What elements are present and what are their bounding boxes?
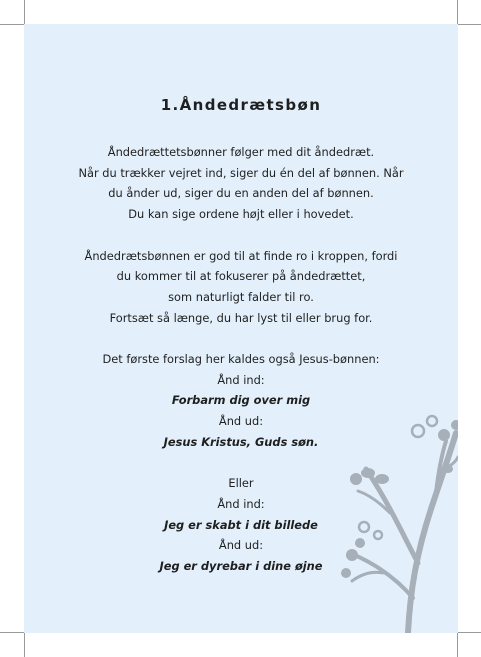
- paragraph-line: som naturligt falder til ro.: [168, 289, 314, 304]
- inhale-prayer-text: Forbarm dig over mig: [171, 393, 311, 408]
- prayer-intro: Eller: [228, 476, 254, 491]
- inhale-label: Ånd ind:: [217, 496, 265, 511]
- crop-mark: [457, 0, 458, 26]
- exhale-prayer-text: Jeg er dyrebar i dine øjne: [159, 559, 323, 574]
- crop-mark: [458, 24, 481, 25]
- prayer-intro: Det første forslag her kaldes også Jesus-bønnen:: [102, 352, 380, 366]
- paragraph-spacer: [24, 328, 458, 349]
- inhale-label: Ånd ind:: [217, 372, 265, 387]
- page-title: 1.Åndedrætsbøn: [160, 96, 322, 114]
- inhale-prayer-text: Jeg er skabt i dit billede: [164, 517, 318, 532]
- paragraph-line: Åndedrætsbønnen er god til at finde ro i kroppen, fordi: [84, 248, 398, 263]
- plant-illustration: [338, 413, 458, 633]
- crop-mark: [24, 631, 25, 657]
- document-page: [24, 24, 458, 633]
- paragraph-line: du kommer til at fokuserer på åndedrættet,: [116, 269, 366, 284]
- paragraph-line: du ånder ud, siger du en anden del af bønnen.: [108, 186, 374, 201]
- crop-mark: [24, 0, 25, 26]
- crop-mark: [458, 632, 481, 633]
- crop-mark: [457, 631, 458, 657]
- crop-mark: [0, 632, 26, 633]
- exhale-label: Ånd ud:: [218, 414, 264, 429]
- exhale-prayer-text: Jesus Kristus, Guds søn.: [163, 434, 319, 449]
- paragraph-line: Fortsæt så længe, du har lyst til eller brug for.: [109, 310, 373, 325]
- paragraph-line: Når du trækker vejret ind, siger du én del af bønnen. Når: [78, 165, 404, 180]
- paragraph-spacer: [24, 225, 458, 246]
- paragraph-line: Du kan sige ordene højt eller i hovedet.: [128, 207, 354, 222]
- paragraph-line: Åndedrættetsbønner følger med dit åndedræt.: [107, 145, 375, 159]
- crop-mark: [0, 24, 26, 25]
- exhale-label: Ånd ud:: [218, 538, 264, 553]
